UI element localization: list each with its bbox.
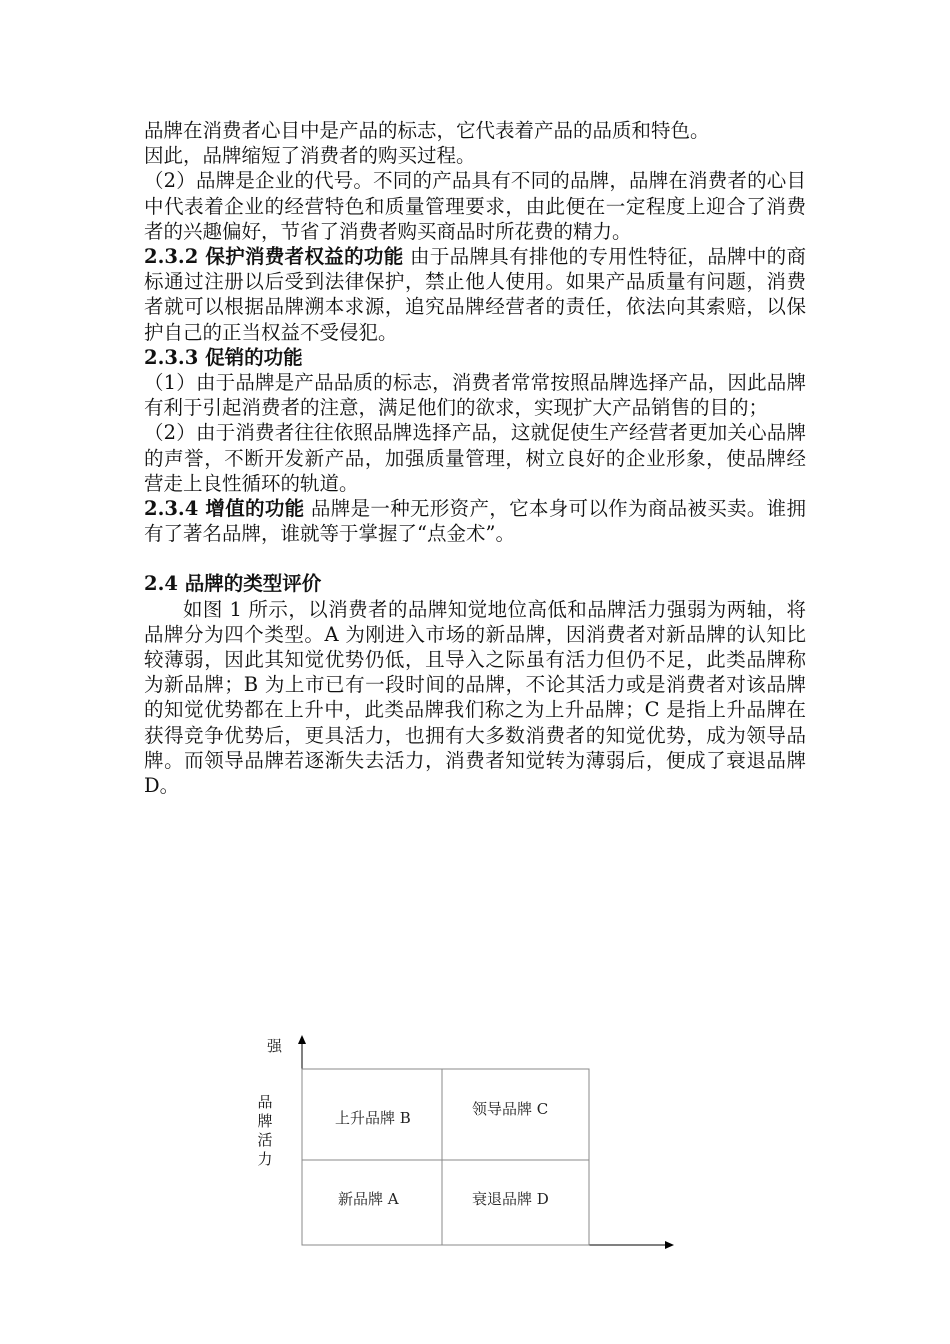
heading-2-3-3: 2.3.3 促销的功能	[144, 345, 303, 369]
paragraph-line-2: 因此，品牌缩短了消费者的购买过程。	[144, 144, 476, 168]
section-2-3-2	[144, 244, 806, 345]
heading-2-3-2: 2.3.2 保护消费者权益的功能	[144, 245, 404, 269]
paragraph-2-3-3-1: （1）由于品牌是产品品质的标志，消费者常常按照品牌选择产品，因此品牌有利于引起消费者的注意，满足他们的欲求，实现扩大产品销售的目的；	[144, 371, 806, 420]
text-2-3-4: 品牌是一种无形资产，它本身可以作为商品被买卖。谁拥有了著名品牌，谁就等于掌握了“点金术”。	[144, 497, 806, 546]
heading-2-3-4: 2.3.4 增值的功能	[144, 497, 305, 521]
quadrant-rising-brand-b: 上升品牌 B	[335, 1109, 411, 1127]
paragraph-brand-code: （2）品牌是企业的代号。不同的产品具有不同的品牌，品牌在消费者的心目中代表着企业的经营特色和质量管理要求，由此便在一定程度上迎合了消费者的兴趣偏好，节省了消费者购买商品时所花费的精力。	[144, 169, 806, 243]
paragraph-2-3-3-2: （2）由于消费者往往依照品牌选择产品，这就促使生产经营者更加关心品牌的声誉，不断开发新产品，加强质量管理，树立良好的企业形象，使品牌经营走上良性循环的轨道。	[144, 421, 806, 495]
paragraph-line-1: 品牌在消费者心目中是产品的标志，它代表着产品的品质和特色。	[144, 119, 710, 142]
heading-2-4: 2.4 品牌的类型评价	[144, 572, 322, 596]
quadrant-declining-brand-d: 衰退品牌 D	[472, 1190, 549, 1208]
text-2-3-2: 由于品牌具有排他的专用性特征，品牌中的商标通过注册以后受到法律保护，禁止他人使用。如果产品质量有问题，消费者就可以根据品牌溯本求源，追究品牌经营者的责任，依法向其索赔，以保护自己的正当权益不受侵犯。	[144, 245, 807, 344]
y-axis-label: 品 牌 活 力	[257, 1093, 273, 1168]
quadrant-new-brand-a: 新品牌 A	[338, 1190, 399, 1208]
quadrant-grid	[302, 1069, 589, 1245]
axis-label-strong: 强	[267, 1037, 283, 1055]
paragraph-2-4: 如图 1 所示，以消费者的品牌知觉地位高低和品牌活力强弱为两轴，将品牌分为四个类型。A 为刚进入市场的新品牌，因消费者对新品牌的认知比较薄弱，因此其知觉优势仍低，且导入之际虽有活力但仍不足，此类品牌称为新品牌；B 为上市已有一段时间的品牌，不论其活力或是消费者对该品牌的知觉优势都在上升中，此类品牌我们称之为上升品牌；C 是指上升品牌在获得竞争优势后，更具活力，也拥有大多数消费者的知觉优势，成为领导品牌。而领导品牌若逐渐失去活力，消费者知觉转为薄弱后，便成了衰退品牌 D。	[144, 597, 806, 798]
document-body	[144, 118, 806, 798]
quadrant-leading-brand-c: 领导品牌 C	[472, 1100, 549, 1118]
section-2-3-4	[144, 496, 806, 546]
